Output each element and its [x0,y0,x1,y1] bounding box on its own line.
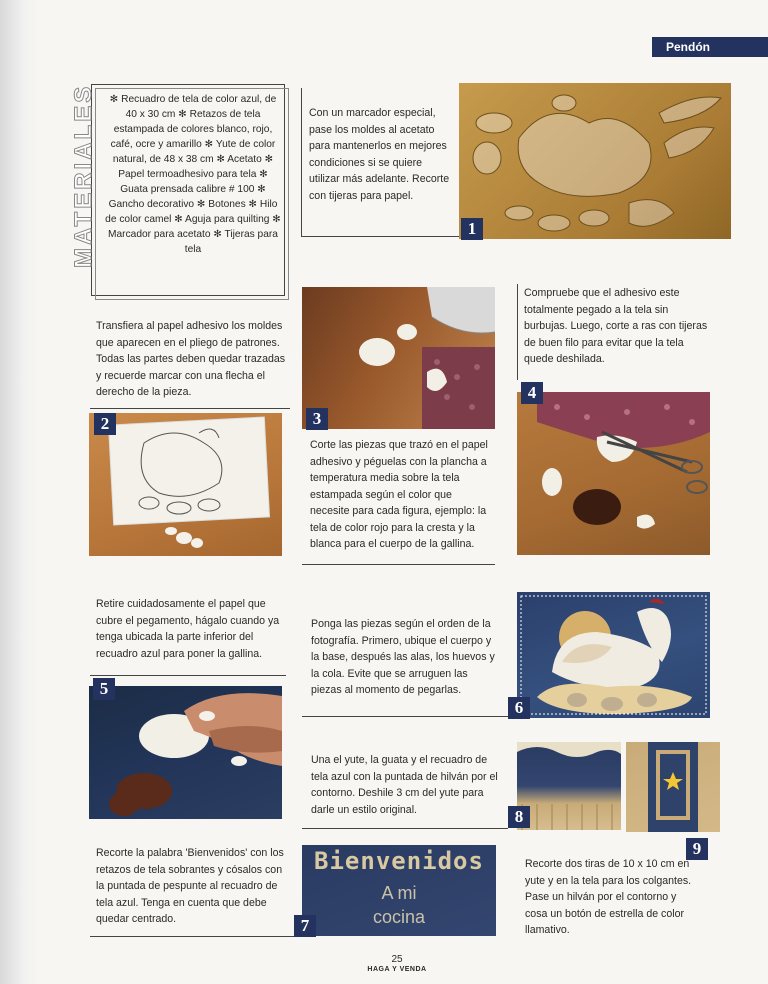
step-2-text: Transfiera al papel adhesivo los moldes que aparecen en el pliego de patrones. Todas las partes deben quedar trazadas y recuerde marcar con una flecha el derecho de la pieza. [96,320,286,398]
step-1-photo [459,83,731,239]
step-7-text: Recorte la palabra 'Bienvenidos' con los retazos de tela sobrantes y cósalos con la puntada de pespunte al recuadro de tela azul. Tenga en cuenta que debe quedar centrado. [96,847,284,925]
step-3-photo [302,287,495,429]
banner-subtitle: A mi [381,883,417,903]
step-6-number: 6 [508,697,530,719]
step-6-photo [517,592,710,718]
divider [517,284,518,380]
page-number: 25 [391,954,403,965]
step-3-text: Corte las piezas que trazó en el papel adhesivo y péguelas con la plancha a temperatura media sobre la tela estampada según el color que necesite para cada figura, ejemplo: la tela de color rojo para la cresta y la blanca para el cuerpo de la gallina. [310,439,488,550]
jute-border-image [517,742,621,830]
step-5-number: 5 [93,678,115,700]
step-2-number: 2 [94,413,116,435]
step-7-photo [302,845,496,936]
step-3-number: 3 [306,408,328,430]
step-7-number: 7 [294,915,316,937]
materials-list: ✻ Recuadro de tela de color azul, de 40 x 30 cm ✻ Retazos de tela estampada de colores blanco, rojo, café, ocre y amarillo ✻ Yute de color natural, de 48 x 38 cm ✻ Acetato ✻ Papel termoadhesivo para tela ✻ Guata prensada calibre # 100 ✻ Gancho decorativo ✻ Botones ✻ Hilo de color camel ✻ Aguja para quilting ✻ Marcador para acetato ✻ Tijeras para tela [105,94,281,255]
step-9-number: 9 [686,838,708,860]
step-8-photo [517,742,621,830]
page-spine-shadow [0,0,40,984]
step-4-photo [517,392,710,555]
step-9-text: Recorte dos tiras de 10 x 10 cm en yute y en la tela para los colgantes. Pase un hilván por el contorno y cosa un botón de estrella de color llamativo. [525,858,692,936]
ironing-pieces-image [302,287,495,429]
step-2-photo [89,413,282,556]
step-4-text: Compruebe que el adhesivo este totalmente pegado a la tela sin burbujas. Luego, corte a ras con tijeras de buen filo para evitar que la tela quede deshilada. [524,287,708,365]
step-8-text: Una el yute, la guata y el recuadro de tela azul con la puntada de hilván por el contorno. Deshile 3 cm del yute para darle un estilo original. [311,754,498,816]
step-6-text: Ponga las piezas según el orden de la fotografía. Primero, ubique el cuerpo y la base, después las alas, los huevos y la cola. Evite que se arruguen las piezas al momento de pegarlas. [311,618,495,696]
divider [302,828,508,829]
peeling-paper-image [89,686,282,819]
step-8-number: 8 [508,806,530,828]
section-tag: Pendón [652,37,768,57]
divider [301,88,302,236]
magazine-brand: HAGA Y VENDA [367,966,427,973]
banner-title: Bienvenidos [314,847,484,875]
divider [301,236,459,237]
banner-subtitle-2: cocina [372,907,426,927]
traced-patterns-image [89,413,282,556]
divider [90,408,290,409]
hanging-tabs-image [626,742,720,832]
step-5-photo [89,686,282,819]
step-4-number: 4 [521,382,543,404]
step-9-photo [626,742,720,832]
assembled-hen-image [517,592,710,718]
cutting-pieces-image [517,392,710,555]
divider [90,936,300,937]
divider [302,716,508,717]
step-1-text: Con un marcador especial, pase los moldes al acetato para mantenerlos en mejores condiciones si se quiere utilizar más adelante. Recorte con tijeras para papel. [309,107,450,202]
page-footer [352,955,442,975]
divider [302,564,495,565]
step-5-text: Retire cuidadosamente el papel que cubre el pegamento, hágalo cuando ya tenga ubicada la parte inferior del recuadro azul para poner la gallina. [96,598,280,660]
step-1-number: 1 [461,218,483,240]
divider [90,675,286,676]
acetate-templates-image [459,83,731,239]
materials-title: MATERIALES [70,83,97,268]
